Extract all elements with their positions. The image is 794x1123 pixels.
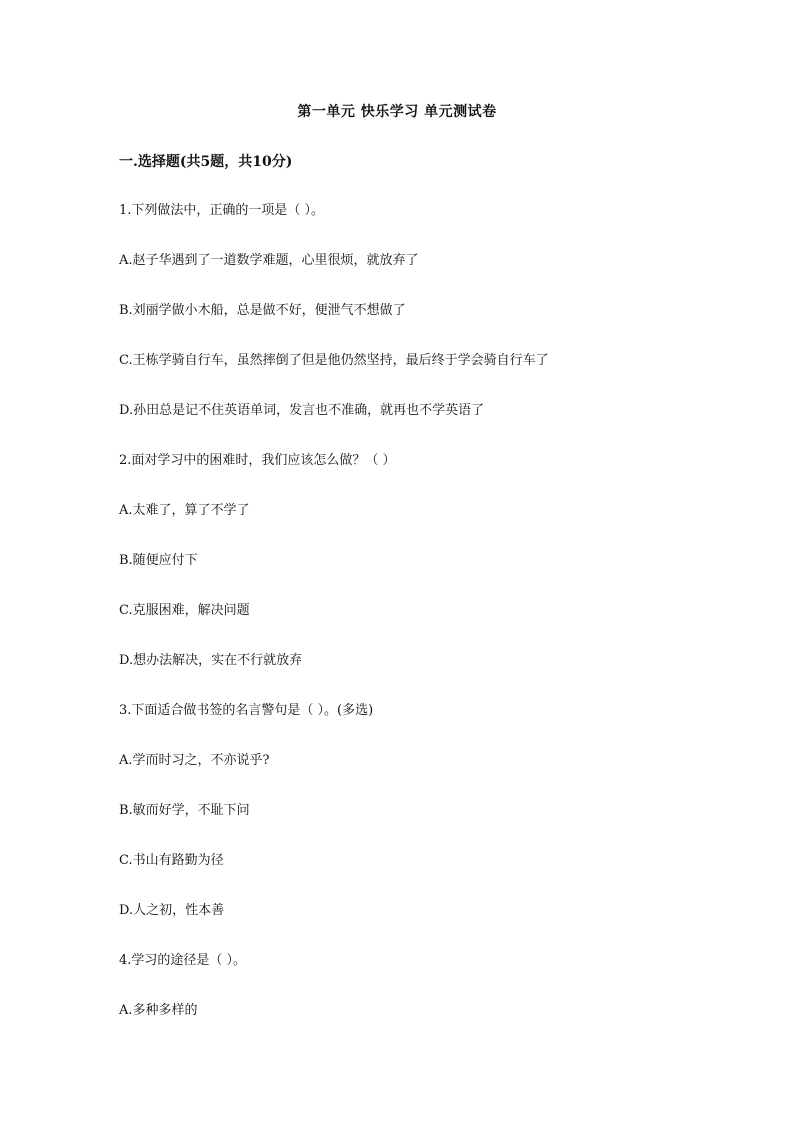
question-1-option-d: D.孙田总是记不住英语单词，发言也不准确，就再也不学英语了 (119, 403, 485, 418)
question-1-option-b: B.刘丽学做小木船，总是做不好，便泄气不想做了 (119, 303, 406, 318)
question-1-stem: 1.下列做法中，正确的一项是（ ）。 (119, 203, 325, 218)
question-2-option-c: C.克服困难，解决问题 (119, 603, 250, 618)
question-3-option-a: A.学而时习之，不亦说乎? (119, 753, 270, 768)
question-2-option-b: B.随便应付下 (119, 553, 198, 568)
question-3-option-c: C.书山有路勤为径 (119, 853, 224, 868)
question-list (119, 201, 719, 1051)
question-2-option-d: D.想办法解决，实在不行就放弃 (119, 653, 303, 668)
question-2-option-a: A.太难了，算了不学了 (119, 503, 250, 518)
question-3-option-b: B.敏而好学，不耻下问 (119, 803, 250, 818)
question-4-option-a: A.多种多样的 (119, 1003, 198, 1018)
section-heading: 一.选择题(共5题，共10分) (119, 154, 293, 170)
question-2-stem: 2.面对学习中的困难时，我们应该怎么做？（ ） (119, 453, 396, 468)
question-1-option-a: A.赵子华遇到了一道数学难题，心里很烦，就放弃了 (119, 253, 419, 268)
question-3-option-d: D.人之初，性本善 (119, 903, 225, 918)
page-title: 第一单元 快乐学习 单元测试卷 (297, 104, 497, 120)
question-1-option-c: C.王栋学骑自行车，虽然摔倒了但是他仍然坚持，最后终于学会骑自行车了 (119, 353, 549, 368)
question-4-stem: 4.学习的途径是（ ）。 (119, 953, 247, 968)
question-3-stem: 3.下面适合做书签的名言警句是（ ）。(多选) (119, 703, 374, 718)
